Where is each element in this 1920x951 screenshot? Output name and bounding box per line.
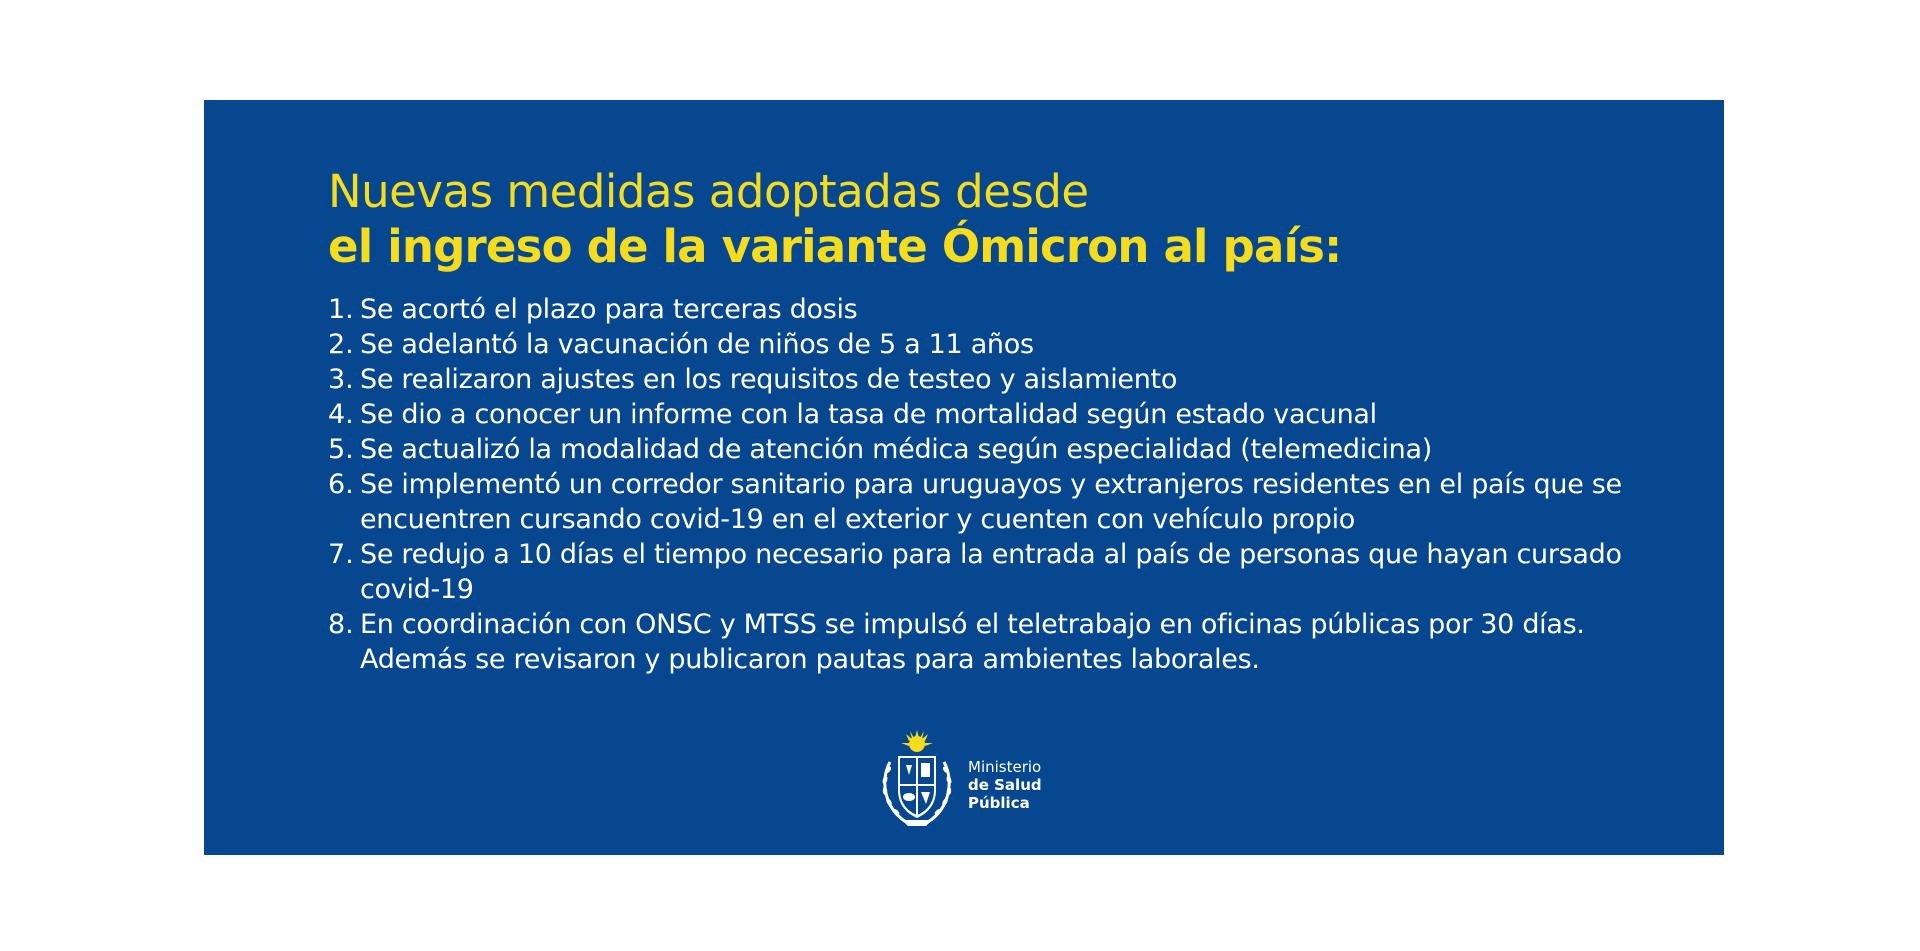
list-item-number: 5. bbox=[328, 434, 354, 465]
announcement-panel bbox=[204, 100, 1724, 855]
announcement-content bbox=[328, 164, 1628, 677]
list-item bbox=[328, 397, 1628, 432]
list-item-number: 8. bbox=[328, 609, 354, 640]
list-item-text: Se redujo a 10 días el tiempo necesario para la entrada al país de personas que hayan cursado covid-19 bbox=[360, 539, 1622, 605]
list-item-number: 7. bbox=[328, 539, 354, 570]
list-item bbox=[328, 467, 1628, 537]
title-line-2: el ingreso de la variante Ómicron al país: bbox=[328, 220, 1342, 273]
ministry-name-line-1: Ministerio bbox=[968, 758, 1042, 776]
title-line-1: Nuevas medidas adoptadas desde bbox=[328, 165, 1089, 218]
list-item-number: 3. bbox=[328, 364, 354, 395]
list-item bbox=[328, 537, 1628, 607]
ministry-name-line-2: de Salud bbox=[968, 776, 1042, 794]
ministry-logo bbox=[876, 730, 1066, 830]
list-item bbox=[328, 292, 1628, 327]
list-item-number: 4. bbox=[328, 399, 354, 430]
uruguay-coat-of-arms-icon bbox=[876, 730, 958, 830]
list-item-text: Se dio a conocer un informe con la tasa de mortalidad según estado vacunal bbox=[360, 399, 1377, 430]
list-item bbox=[328, 607, 1628, 677]
list-item-number: 2. bbox=[328, 329, 354, 360]
measures-list bbox=[328, 292, 1628, 677]
list-item-text: Se realizaron ajustes en los requisitos de testeo y aislamiento bbox=[360, 364, 1178, 395]
list-item-text: Se acortó el plazo para terceras dosis bbox=[360, 294, 858, 325]
list-item-text: Se actualizó la modalidad de atención médica según especialidad (telemedicina) bbox=[360, 434, 1432, 465]
ministry-name-line-3: Pública bbox=[968, 794, 1030, 812]
list-item-text: En coordinación con ONSC y MTSS se impulsó el teletrabajo en oficinas públicas por 30 días. Además se revisaron y publicaron pautas para ambientes laborales. bbox=[360, 609, 1585, 675]
list-item-text: Se implementó un corredor sanitario para uruguayos y extranjeros residentes en el país que se encuentren cursando covid-19 en el exterior y cuenten con vehículo propio bbox=[360, 469, 1622, 535]
list-item bbox=[328, 432, 1628, 467]
list-item-text: Se adelantó la vacunación de niños de 5 a 11 años bbox=[360, 329, 1034, 360]
list-item-number: 1. bbox=[328, 294, 354, 325]
list-item bbox=[328, 327, 1628, 362]
ministry-name bbox=[968, 758, 1042, 812]
list-item bbox=[328, 362, 1628, 397]
list-item-number: 6. bbox=[328, 469, 354, 500]
